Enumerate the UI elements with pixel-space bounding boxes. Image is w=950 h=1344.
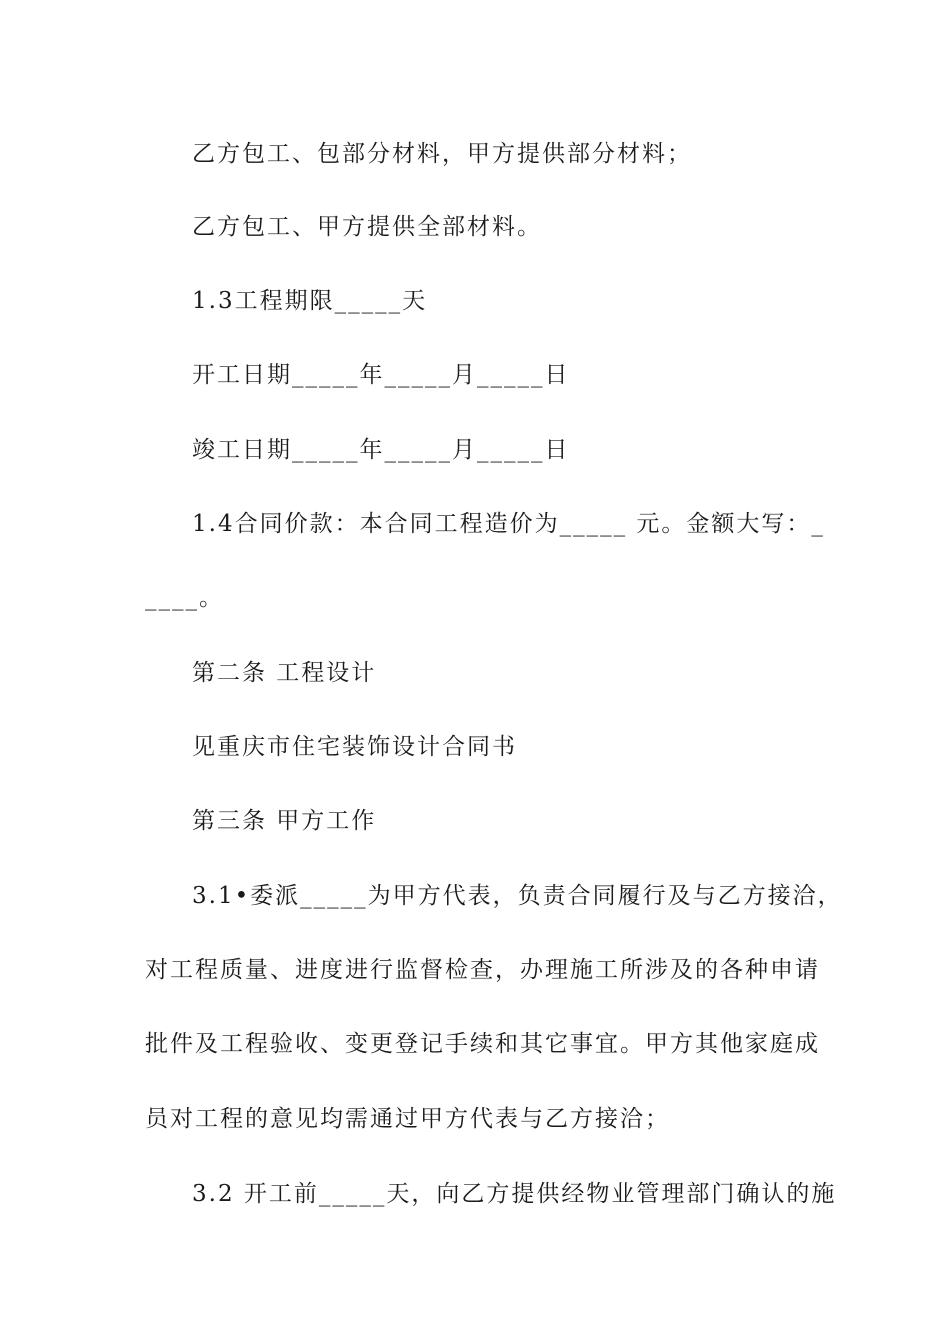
text-line-14: 员对工程的意见均需通过甲方代表与乙方接洽； <box>145 1106 670 1132</box>
text-line-6: 1.4合同价款：本合同工程造价为_____ 元。金额大写：_ <box>192 511 825 537</box>
text-line-1: 乙方包工、包部分材料，甲方提供部分材料； <box>192 141 692 167</box>
text-line-2: 乙方包工、甲方提供全部材料。 <box>192 214 542 240</box>
section-heading-3: 第三条 甲方工作 <box>192 808 377 834</box>
text-line-3: 1.3工程期限_____天 <box>192 288 428 314</box>
text-line-13: 批件及工程验收、变更登记手续和其它事宜。甲方其他家庭成 <box>145 1031 820 1057</box>
text-line-11: 3.1•委派_____为甲方代表，负责合同履行及与乙方接洽， <box>192 883 843 909</box>
text-line-12: 对工程质量、进度进行监督检查，办理施工所涉及的各种申请 <box>145 957 820 983</box>
text-line-5: 竣工日期_____年_____月_____日 <box>192 437 570 463</box>
text-line-9: 见重庆市住宅装饰设计合同书 <box>192 734 517 760</box>
text-line-7: ____。 <box>145 585 224 611</box>
text-line-4: 开工日期_____年_____月_____日 <box>192 362 570 388</box>
section-heading-2: 第二条 工程设计 <box>192 660 377 686</box>
text-line-15: 3.2 开工前_____天，向乙方提供经物业管理部门确认的施 <box>192 1181 837 1207</box>
